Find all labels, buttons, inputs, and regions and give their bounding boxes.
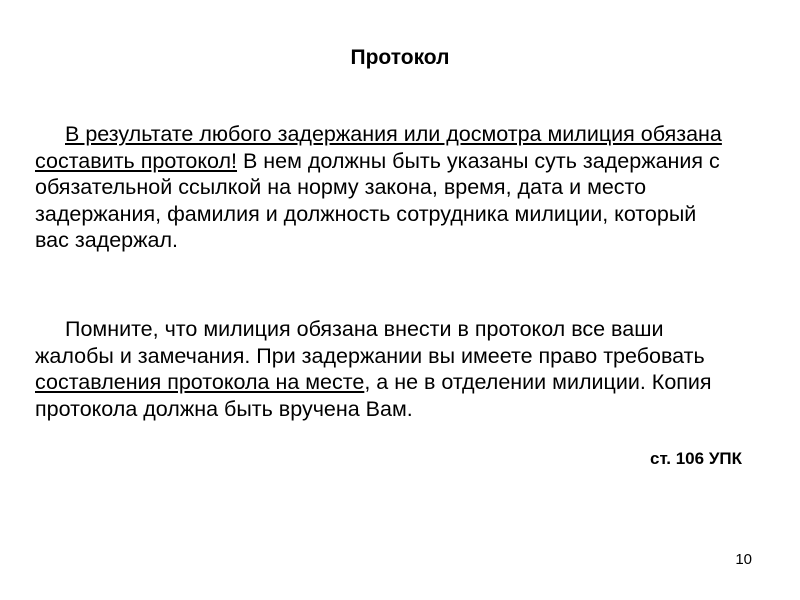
paragraph-text: В нем должны быть указаны суть задержания с обязательной ссылкой на норму закона, время, дата и место задержания, фамилия и должность сотрудника милиции, который вас задержал. xyxy=(35,148,720,252)
paragraph-detention-protocol xyxy=(35,121,725,254)
underlined-statement: В результате любого задержания или досмотра милиция обязана составить протокол! xyxy=(35,122,722,173)
slide-title: Протокол xyxy=(350,46,450,69)
law-citation: ст. 106 УПК xyxy=(650,449,742,468)
underlined-phrase: составления протокола на месте xyxy=(35,370,365,394)
page-number: 10 xyxy=(735,551,752,568)
paragraph-text: , а не в отделении милиции. Копия протокола должна быть вручена Вам. xyxy=(35,370,712,421)
paragraph-text: Помните, что милиция обязана внести в протокол все ваши жалобы и замечания. При задержании вы имеете право требовать xyxy=(35,317,705,368)
paragraph-complaints xyxy=(35,316,725,422)
